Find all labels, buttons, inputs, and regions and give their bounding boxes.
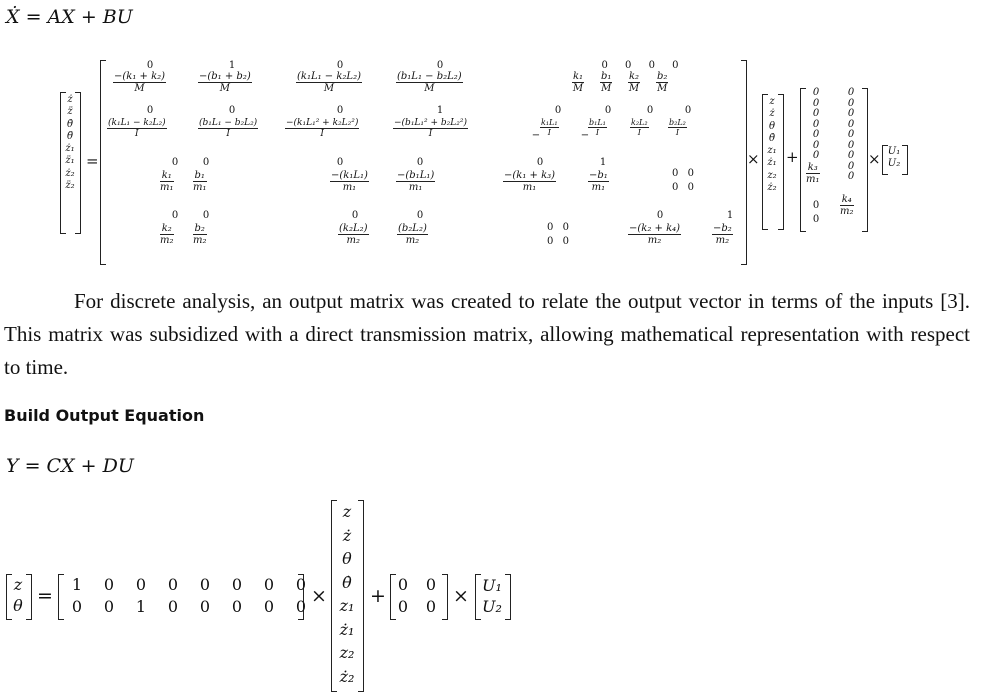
- output-vector: z θ: [13, 575, 23, 615]
- xv2-entry: z₁: [339, 596, 355, 615]
- a-r4-c6: $\frac{\text{b₁L₁}}{I}$: [589, 118, 606, 137]
- d-bracket-right: [442, 574, 448, 620]
- d-matrix-row-2: 0 0: [397, 597, 437, 616]
- a-r4-c5: $\frac{\text{k₁L₁}}{I}$: [541, 118, 558, 137]
- a-r4-c2: $\frac{\text{(b₁L₁ − b₂L₂)}}{I}$: [199, 118, 258, 139]
- a-r2-c8: $\frac{\text{b₂}}{M}$: [657, 71, 668, 94]
- state-equation: Ẋ = AX + BU: [6, 6, 133, 28]
- a-r5-c6: 1: [599, 157, 607, 168]
- a-r2-c1: $\frac{\text{−(k₁ + k₂)}}{M}$: [114, 71, 166, 94]
- xv2-entry: z₂: [339, 643, 355, 662]
- section-heading: Build Output Equation: [4, 406, 205, 425]
- body-paragraph: For discrete analysis, an output matrix was created to relate the output vector in terms of the inputs [3]. This matrix was subsidized with a direct transmission matrix, allowing mathematical representation with respect to time.: [4, 289, 970, 379]
- a-r8-c3: $\frac{\text{(k₂L₂)}}{\text{m₂}}$: [339, 223, 368, 246]
- a-r6-c1: $\frac{\text{k₁}}{\text{m₁}}$: [160, 170, 174, 193]
- a-r7-c3: 0: [351, 210, 359, 221]
- c-matrix-row-2: 0 0 1 0 0 0 0 0: [71, 597, 307, 616]
- a-r4-minus2: −: [580, 130, 590, 141]
- a-r6-c4: $\frac{\text{−(b₁L₁)}}{\text{m₁}}$: [397, 170, 435, 193]
- lv-entry: z̈₁: [65, 155, 75, 167]
- a-r3-c8: 0: [684, 105, 692, 116]
- plus-sign-1: +: [786, 148, 799, 166]
- a-r7-c7: 0: [656, 210, 664, 221]
- b-k3-fraction: $\frac{\text{k₃}}{\text{m₁}}$: [806, 162, 820, 185]
- a-r5-right: 0 0: [672, 168, 694, 179]
- times-sign-2: ×: [868, 150, 881, 168]
- a-r2-c6: $\frac{\text{b₁}}{M}$: [601, 71, 612, 94]
- a-r8-mid: 0 0: [547, 236, 569, 247]
- c-matrix-row-1: 1 0 0 0 0 0 0 0: [71, 575, 307, 594]
- a-r8-c7: $\frac{\text{−(k₂ + k₄)}}{\text{m₂}}$: [629, 223, 681, 246]
- a-r4-c3: $\frac{\text{−(k₁L₁² + k₂L₂²)}}{I}$: [286, 118, 359, 139]
- a-r3-c7: 0: [646, 105, 654, 116]
- b-col1-r9: 0: [812, 200, 820, 211]
- a-matrix-bracket-left: [100, 60, 106, 265]
- a-r7-mid: 0 0: [547, 222, 569, 233]
- xv2-entry: θ: [342, 549, 352, 568]
- lv-entry: θ̈: [66, 130, 74, 142]
- a-r4-c8: $\frac{\text{b₂L₂}}{I}$: [669, 118, 686, 137]
- a-r7-c1: 0: [171, 210, 179, 221]
- input-vector: U₁ U₂: [887, 146, 901, 170]
- a-r1-c3: 0: [336, 60, 344, 71]
- a-r6-c5: $\frac{\text{−(k₁ + k₃)}}{\text{m₁}}$: [504, 170, 556, 193]
- a-r2-c3: $\frac{\text{(k₁L₁ − k₂L₂)}}{M}$: [297, 71, 361, 94]
- xv2-entry: ż₂: [339, 666, 355, 686]
- xv2-entry: z: [342, 502, 352, 521]
- a-r4-c4: $\frac{\text{−(b₁L₁² + b₂L₂²)}}{I}$: [394, 118, 467, 139]
- a-r2-c7: $\frac{\text{k₂}}{M}$: [628, 71, 640, 94]
- state-vector: [764, 96, 780, 194]
- a-r4-c1: $\frac{\text{(k₁L₁ − k₂L₂)}}{I}$: [108, 118, 166, 139]
- a-r4-minus1: −: [531, 130, 541, 141]
- b-bracket-left: [800, 88, 806, 232]
- lv-entry: θ̇: [66, 118, 74, 130]
- a-r1-c1: 0: [146, 60, 154, 71]
- a-r3-c2: 0: [228, 105, 236, 116]
- d-matrix-row-1: 0 0: [397, 575, 437, 594]
- input-vector-2: U₁ U₂: [482, 576, 502, 616]
- rv-entry: z: [769, 96, 775, 107]
- xv2-entry: ż₁: [339, 619, 355, 639]
- a-r5-c5: 0: [536, 157, 544, 168]
- times-sign-3: ×: [311, 585, 327, 607]
- rv-entry: z₂: [767, 169, 777, 181]
- b-col1-zeros: 0 0 0 0 0 0 0: [812, 87, 820, 161]
- equals-sign: =: [86, 152, 99, 170]
- b-col1-r10: 0: [812, 214, 820, 225]
- b-k4-fraction: $\frac{\text{k₄}}{\text{m₂}}$: [840, 194, 854, 217]
- rv-entry: ż: [769, 108, 775, 120]
- a-r1-right: 0 0 0 0: [601, 60, 679, 71]
- a-r4-c7: $\frac{\text{k₂L₂}}{I}$: [631, 118, 648, 137]
- a-r5-c4: 0: [416, 157, 424, 168]
- rv-entry: ż₂: [767, 182, 777, 194]
- lv-entry: z̈: [67, 106, 73, 118]
- a-r3-c4: 1: [436, 105, 444, 116]
- a-r6-c6: $\frac{\text{−b₁}}{\text{m₁}}$: [589, 170, 608, 193]
- a-r6-c2: $\frac{\text{b₁}}{\text{m₁}}$: [193, 170, 207, 193]
- a-r5-c3: 0: [336, 157, 344, 168]
- times-sign-1: ×: [747, 150, 760, 168]
- plus-sign-2: +: [370, 585, 386, 607]
- a-r3-c1: 0: [146, 105, 154, 116]
- rv-entry: θ: [768, 120, 776, 132]
- a-r3-c6: 0: [604, 105, 612, 116]
- a-r3-c5: 0: [554, 105, 562, 116]
- xv2-entry: ż: [342, 525, 352, 545]
- times-sign-4: ×: [453, 585, 469, 607]
- b-col2-zeros: 0 0 0 0 0 0 0 0 0: [847, 87, 855, 182]
- a-r6-right: 0 0: [672, 182, 694, 193]
- a-r8-c2: $\frac{\text{b₂}}{\text{m₂}}$: [193, 223, 207, 246]
- lv-entry: ż₂: [65, 167, 75, 179]
- c-bracket-left: [58, 574, 64, 620]
- output-equation: Y = CX + DU: [6, 455, 134, 477]
- a-r5-c2: 0: [202, 157, 210, 168]
- state-derivative-vector: [63, 94, 77, 192]
- rv-entry: θ̇: [768, 132, 776, 144]
- a-r5-c1: 0: [171, 157, 179, 168]
- a-r8-c8: $\frac{\text{−b₂}}{\text{m₂}}$: [713, 223, 732, 246]
- a-r7-c8: 1: [726, 210, 734, 221]
- a-r2-c2: $\frac{\text{−(b₁ + b₂)}}{M}$: [199, 71, 251, 94]
- rv-entry: z₁: [767, 145, 777, 157]
- state-vector-2: [334, 500, 360, 688]
- a-r2-c5: $\frac{\text{k₁}}{M}$: [572, 71, 584, 94]
- rv-entry: ż₁: [767, 157, 777, 169]
- a-r8-c4: $\frac{\text{(b₂L₂)}}{\text{m₂}}$: [398, 223, 427, 246]
- a-r7-c4: 0: [416, 210, 424, 221]
- lv-entry: ż₁: [65, 143, 75, 155]
- equals-sign-2: =: [37, 585, 53, 607]
- lv-entry: z̈₂: [65, 180, 75, 192]
- a-r7-c2: 0: [202, 210, 210, 221]
- a-r8-c1: $\frac{\text{k₂}}{\text{m₂}}$: [160, 223, 174, 246]
- a-r1-c4: 0: [436, 60, 444, 71]
- a-r6-c3: $\frac{\text{−(k₁L₁)}}{\text{m₁}}$: [331, 170, 368, 193]
- a-r2-c4: $\frac{\text{(b₁L₁ − b₂L₂)}}{M}$: [397, 71, 462, 94]
- a-r3-c3: 0: [336, 105, 344, 116]
- lv-entry: ż: [67, 94, 73, 105]
- a-r1-c2: 1: [228, 60, 236, 71]
- xv2-entry: θ̇: [342, 572, 352, 592]
